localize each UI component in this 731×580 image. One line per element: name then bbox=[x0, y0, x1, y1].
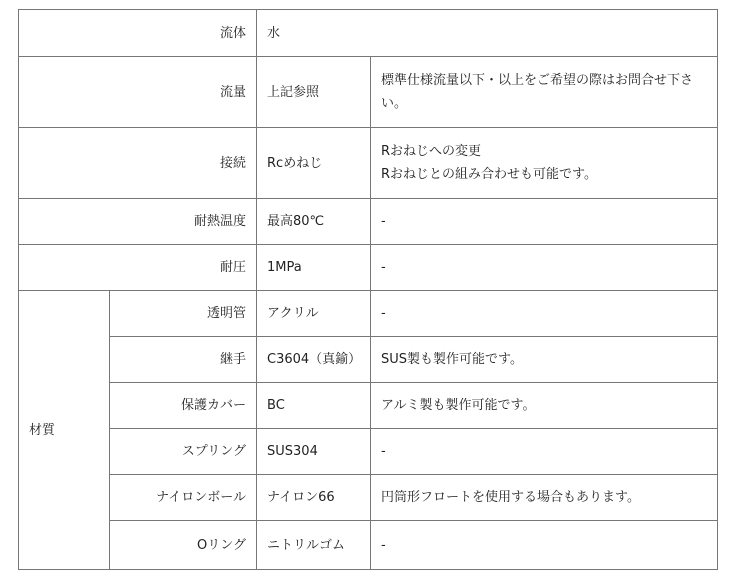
material-note-cover: アルミ製も製作可能です。 bbox=[371, 383, 718, 429]
table-row bbox=[19, 291, 718, 337]
material-note-fitting: SUS製も製作可能です。 bbox=[371, 337, 718, 383]
material-note-spring: - bbox=[371, 429, 718, 475]
row-value-fluid: 水 bbox=[257, 10, 718, 57]
material-value-spring: SUS304 bbox=[257, 429, 371, 475]
material-label-cover: 保護カバー bbox=[110, 383, 257, 429]
row-label-pressure: 耐圧 bbox=[19, 245, 257, 291]
material-label-spring: スプリング bbox=[110, 429, 257, 475]
material-label-fitting: 継手 bbox=[110, 337, 257, 383]
spec-table bbox=[18, 9, 718, 570]
material-value-tube: アクリル bbox=[257, 291, 371, 337]
table-row bbox=[19, 245, 718, 291]
material-label-ball: ナイロンボール bbox=[110, 475, 257, 521]
material-label-tube: 透明管 bbox=[110, 291, 257, 337]
row-label-heat-resistance: 耐熱温度 bbox=[19, 199, 257, 245]
row-value-flow: 上記参照 bbox=[257, 57, 371, 128]
row-label-fluid: 流体 bbox=[19, 10, 257, 57]
material-value-cover: BC bbox=[257, 383, 371, 429]
material-value-oring: ニトリルゴム bbox=[257, 521, 371, 570]
row-label-flow: 流量 bbox=[19, 57, 257, 128]
row-value-heat-resistance: 最高80℃ bbox=[257, 199, 371, 245]
row-note-pressure: - bbox=[371, 245, 718, 291]
table-row bbox=[19, 475, 718, 521]
material-group-label: 材質 bbox=[19, 291, 110, 570]
material-value-ball: ナイロン66 bbox=[257, 475, 371, 521]
row-note-connection: Rおねじへの変更 Rおねじとの組み合わせも可能です。 bbox=[371, 128, 718, 199]
row-note-heat-resistance: - bbox=[371, 199, 718, 245]
row-value-pressure: 1MPa bbox=[257, 245, 371, 291]
table-row bbox=[19, 10, 718, 57]
row-label-connection: 接続 bbox=[19, 128, 257, 199]
row-value-connection: Rcめねじ bbox=[257, 128, 371, 199]
material-value-fitting: C3604（真鍮） bbox=[257, 337, 371, 383]
material-note-ball: 円筒形フロートを使用する場合もあります。 bbox=[371, 475, 718, 521]
table-row bbox=[19, 57, 718, 128]
table-row bbox=[19, 383, 718, 429]
table-row bbox=[19, 337, 718, 383]
table-row bbox=[19, 429, 718, 475]
material-note-oring: - bbox=[371, 521, 718, 570]
material-note-tube: - bbox=[371, 291, 718, 337]
table-row bbox=[19, 128, 718, 199]
table-row bbox=[19, 199, 718, 245]
row-note-flow: 標準仕様流量以下・以上をご希望の際はお問合せ下さい。 bbox=[371, 57, 718, 128]
table-row bbox=[19, 521, 718, 570]
material-label-oring: Oリング bbox=[110, 521, 257, 570]
